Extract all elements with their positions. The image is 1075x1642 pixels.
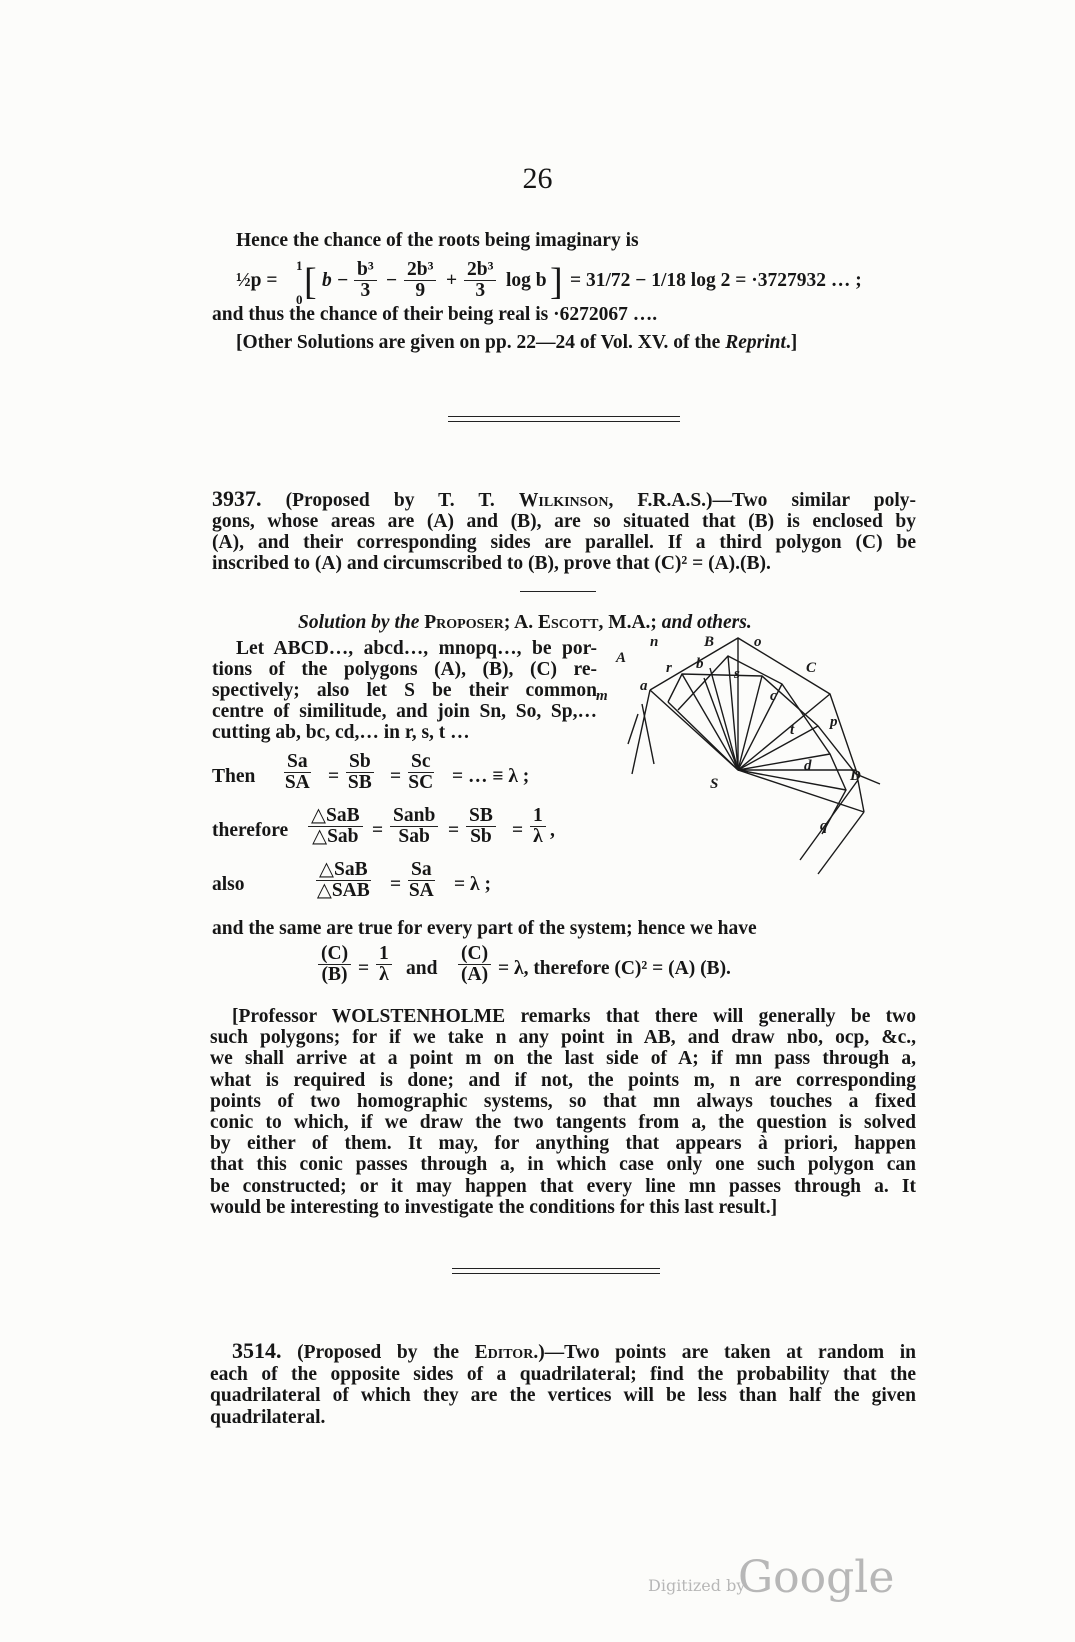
fig-label: C [806,660,817,676]
fig-label: t [790,722,795,738]
frac-2b3-9: $\frac{\text{2b³}}{9}$ [404,260,436,301]
other-solutions-note: [Other Solutions are given on pp. 22—24 of Vol. XV. of the Reprint.] [236,332,798,353]
fig-label: d [804,758,812,774]
fig-label: S [710,776,719,792]
wolstenholme-remark: [Professor WOLSTENHOLME remarks that there will generally be two such polygons; for if we take n any point in AB, and draw nbo, ocp, &c., we shall arrive at a point m on the last side of A; if mn pass through a, what is required is done; and if not, the points m, n are corresponding points of two homographic systems, so that mn always touches a fixed conic to which, if we draw the two tangents from a, the question is solved by either of them. It may, for anything that appears à priori, happen that this conic passes through a, in which case only one such polygon can be constructed; or it may happen that every line mn passes through a. It would be interesting to investigate the conditions for this last result.] [210,1006,916,1218]
formula-lhs: ½p = [236,270,278,291]
solution-heading: Solution by the Proposer; A. Escott, M.A.; and others. [298,612,752,633]
section-divider-2 [452,1268,660,1274]
prev-solution-conclusion: and thus the chance of their being real is ·6272067 …. [212,304,658,325]
fig-label: o [754,634,762,650]
fig-label: q [820,818,828,834]
log-b: log b [506,270,547,291]
equation-conclusion: $\frac{(C)}{(B)}$ = $\frac{1}{\lambda}$ and $\frac{(C)}{(A)}$ = λ, therefore (C)² = (A) (B). [318,944,838,994]
question-number: 3514. [232,1338,282,1363]
fig-label: p [830,714,838,730]
watermark-google-logo: Google [738,1552,895,1603]
upper-limit: 1 [296,258,303,273]
frac-2b3-3: $\frac{\text{2b³}}{3}$ [464,260,496,301]
prev-solution-intro: Hence the chance of the roots being imaginary is [236,230,639,251]
term-b: b − [322,270,349,291]
integral-formula [236,258,896,308]
question-3514: 3514. (Proposed by the Editor.)—Two points are taken at random in each of the opposite sides of a quadrilateral; find the probability that the quadrilateral of which they are the vertices will be less than half the given quadrilateral. [210,1338,917,1428]
same-true-text: and the same are true for every part of the system; hence we have [212,918,757,939]
polygon-figure [596,634,910,894]
op-minus: − [386,270,398,291]
frac-b3-3: $\frac{\text{b³}}{3}$ [354,260,377,301]
fig-label: a [640,678,648,694]
fig-label: c [770,688,777,704]
fig-label: m [596,688,608,704]
solution-let-text: Let ABCD…, abcd…, mnopq…, be por- tions of the polygons (A), (B), (C) re- spectively; also let S be their common centre of similitude, and join Sn, So, Sp,… cutting ab, bc, cd,… in r, s, t … [212,638,597,743]
lower-limit: 0 [296,292,303,307]
fig-label: s [734,666,740,682]
right-bracket: ] [550,261,563,303]
fig-label: n [650,634,659,650]
inner-polygon-B [678,656,846,834]
outer-side-line-3 [642,704,654,764]
section-divider [448,416,680,422]
page-number: 26 [522,162,553,195]
fig-label: A [616,650,627,666]
question-3937: 3937. (Proposed by T. T. Wilkinson, F.R.A.S.)—Two similar poly- gons, whose areas are (A) and (B), are so situated that (B) is enclosed by (A), and their corresponding sides are parallel. If a third polygon (C) be inscribed to (A) and circumscribed to (B), prove that (C)² = (A).(B). [212,486,917,574]
left-bracket: [ [304,261,317,303]
fig-label: b [696,656,704,672]
op-plus: + [446,270,458,291]
fig-label: r [666,660,672,676]
watermark-digitized: Digitized by [648,1576,746,1595]
fig-label: D [850,768,861,784]
outer-side-line [628,714,638,744]
formula-rhs: = 31/72 − 1/18 log 2 = ·3727932 … ; [570,270,862,291]
fig-label: B [704,634,715,650]
short-divider [520,591,596,592]
question-number: 3937. [212,486,262,511]
lower-right-line [800,780,858,860]
